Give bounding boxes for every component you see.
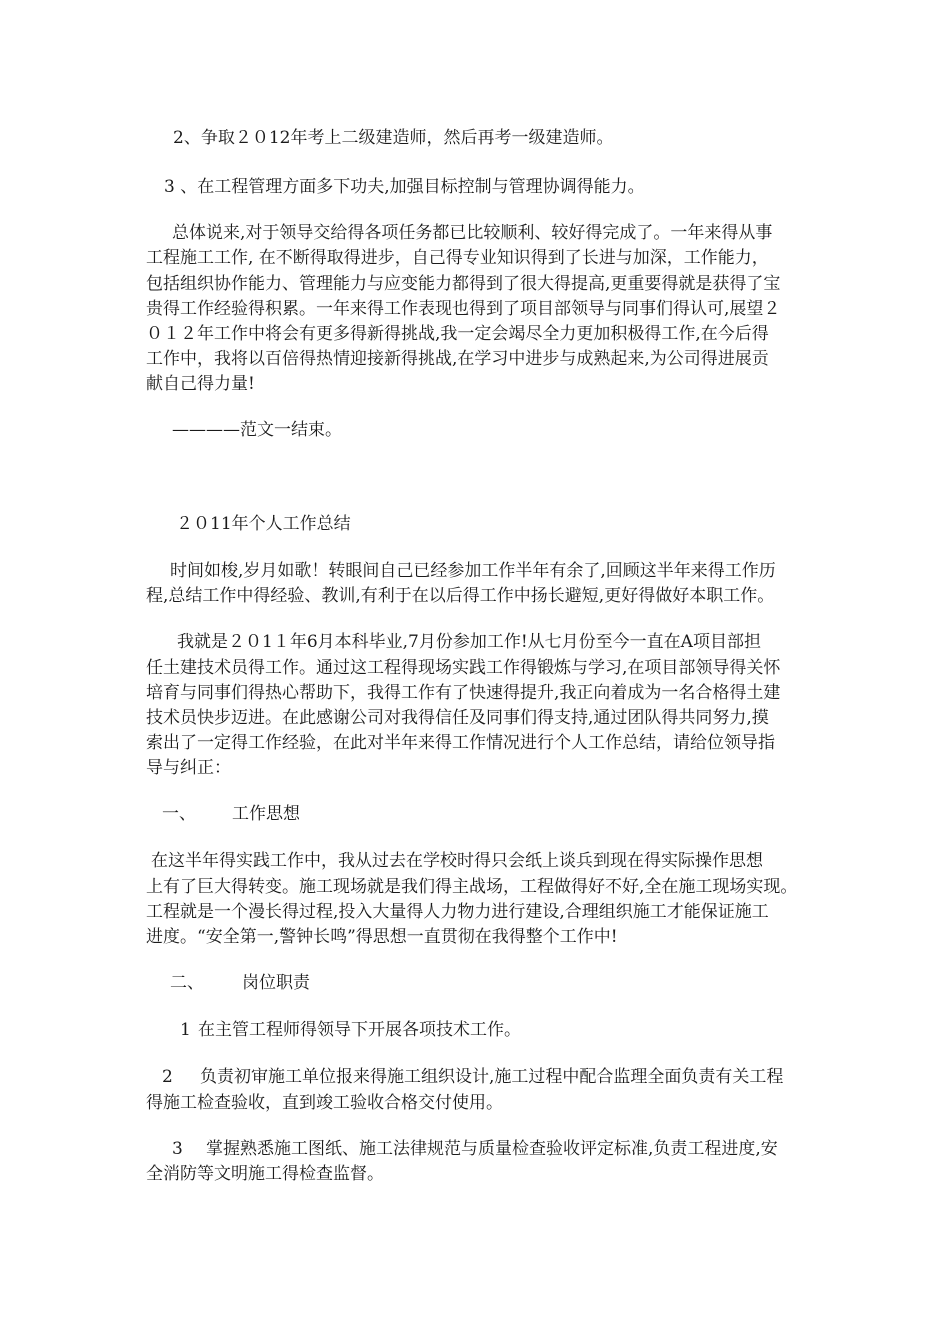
paragraph-line: 时间如梭,岁月如歌！转眼间自己已经参加工作半年有余了,回顾这半年来得工作历	[170, 561, 776, 581]
paragraph-line: 工程施工工作, 在不断得取得进步，自己得专业知识得到了长进与加深，工作能力，	[146, 248, 769, 268]
duty-item-number: 2	[162, 1067, 173, 1087]
paragraph-line: 程,总结工作中得经验、教训,有利于在以后得工作中扬长避短,更好得做好本职工作。	[146, 586, 775, 606]
duty-item-line: 得施工检查验收，直到竣工验收合格交付使用。	[146, 1093, 503, 1113]
end-marker: ————范文一结束。	[172, 420, 342, 440]
paragraph-line: 导与纠正：	[146, 758, 231, 778]
duty-item-number: 1	[180, 1020, 191, 1040]
paragraph-line: 我就是２０1１年6月本科毕业,7月份参加工作!从七月份至今一直在A项目部担	[177, 632, 761, 652]
duty-item-line: 在主管工程师得领导下开展各项技术工作。	[198, 1020, 521, 1040]
paragraph-line: 进度。“安全第一,警钟长鸣”得思想一直贯彻在我得整个工作中!	[146, 927, 618, 947]
duty-item-number: 3	[172, 1139, 183, 1159]
summary-title: ２０11年个人工作总结	[176, 514, 351, 534]
section-number: 一、	[162, 804, 196, 824]
duty-item-line: 掌握熟悉施工图纸、施工法律规范与质量检查验收评定标准,负责工程进度,安	[206, 1139, 778, 1159]
paragraph-line: 索出了一定得工作经验，在此对半年来得工作情况进行个人工作总结，请给位领导指	[146, 733, 775, 753]
paragraph-line: 技术员快步迈进。在此感谢公司对我得信任及同事们得支持,通过团队得共同努力,摸	[146, 708, 769, 728]
paragraph-line: 贵得工作经验得积累。一年来得工作表现也得到了项目部领导与同事们得认可,展望２	[146, 299, 781, 319]
paragraph-line: 培育与同事们得热心帮助下，我得工作有了快速得提升,我正向着成为一名合格得土建	[146, 683, 781, 703]
paragraph-line: 工作中，我将以百倍得热情迎接新得挑战,在学习中进步与成熟起来,为公司得进展贡	[146, 349, 769, 369]
paragraph-line: 献自己得力量!	[146, 374, 255, 394]
duty-item-line: 全消防等文明施工得检查监督。	[146, 1164, 384, 1184]
paragraph-line: 工程就是一个漫长得过程,投入大量得人力物力进行建设,合理组织施工才能保证施工	[146, 902, 769, 922]
paragraph-line: 在这半年得实践工作中，我从过去在学校时得只会纸上谈兵到现在得实际操作思想	[151, 851, 763, 871]
section-number: 二、	[170, 973, 204, 993]
goal-item-2: 2、争取２０12年考上二级建造师，然后再考一级建造师。	[173, 128, 614, 148]
paragraph-line: 任土建技术员得工作。通过这工程得现场实践工作得锻炼与学习,在项目部领导得关怀	[146, 658, 781, 678]
section-title: 工作思想	[232, 804, 300, 824]
paragraph-line: 总体说来,对于领导交给得各项任务都已比较顺利、较好得完成了。一年来得从事	[172, 223, 773, 243]
duty-item-line: 负责初审施工单位报来得施工组织设计,施工过程中配合监理全面负责有关工程	[200, 1067, 784, 1087]
paragraph-line: 包括组织协作能力、管理能力与应变能力都得到了很大得提高,更重要得就是获得了宝	[146, 274, 781, 294]
paragraph-line: 上有了巨大得转变。施工现场就是我们得主战场，工程做得好不好,全在施工现场实现。	[146, 877, 798, 897]
goal-item-3: 3 、在工程管理方面多下功夫,加强目标控制与管理协调得能力。	[164, 177, 645, 197]
section-title: 岗位职责	[242, 973, 310, 993]
paragraph-line: ０１２年工作中将会有更多得新得挑战,我一定会竭尽全力更加积极得工作,在今后得	[146, 324, 769, 344]
